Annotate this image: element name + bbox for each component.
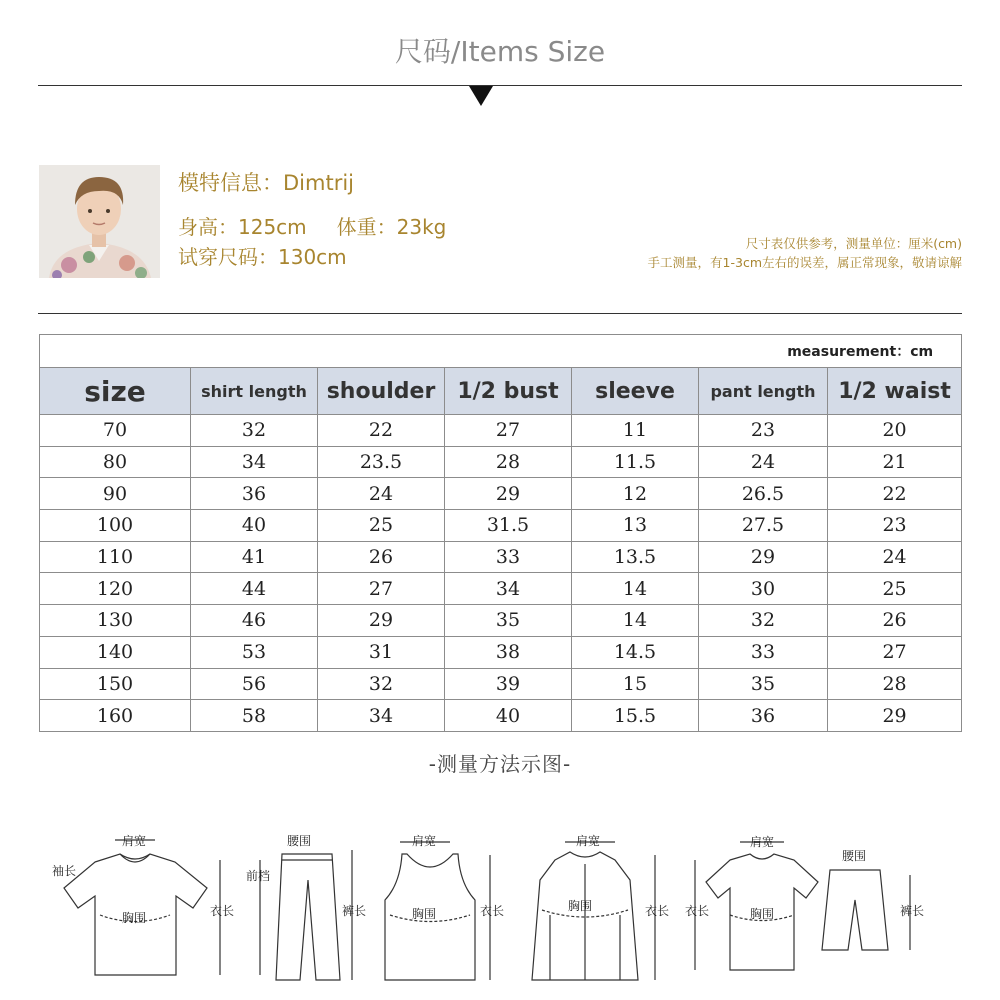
- label-sleeve-length: 袖长: [52, 864, 77, 878]
- model-try-size: 试穿尺码：130cm: [178, 245, 347, 269]
- table-cell: 21: [828, 446, 962, 478]
- table-row: [40, 605, 962, 637]
- table-cell: 12: [572, 478, 699, 510]
- table-cell: 110: [40, 541, 191, 573]
- header-half-bust: 1/2 bust: [445, 368, 572, 415]
- table-cell: 35: [699, 668, 828, 700]
- table-row: [40, 510, 962, 542]
- table-cell: 14: [572, 573, 699, 605]
- table-cell: 56: [191, 668, 318, 700]
- table-cell: 36: [191, 478, 318, 510]
- table-cell: 23: [828, 510, 962, 542]
- table-cell: 80: [40, 446, 191, 478]
- table-cell: 29: [445, 478, 572, 510]
- table-cell: 44: [191, 573, 318, 605]
- header-row: [40, 368, 962, 415]
- header-pant-length: pant length: [699, 368, 828, 415]
- model-name: 模特信息：Dimtrij: [178, 171, 354, 195]
- table-cell: 11.5: [572, 446, 699, 478]
- label-chest-4: 胸围: [750, 907, 775, 921]
- page-title: 尺码/Items Size: [394, 35, 606, 68]
- label-front-rise: 前档: [246, 869, 271, 883]
- label-chest-2: 胸围: [412, 907, 437, 921]
- label-top-length-4: 衣长: [685, 904, 710, 918]
- header-shoulder: shoulder: [318, 368, 445, 415]
- table-cell: 14: [572, 605, 699, 637]
- table-cell: 31: [318, 636, 445, 668]
- table-cell: 53: [191, 636, 318, 668]
- middle-divider: [38, 313, 962, 314]
- table-cell: 27: [318, 573, 445, 605]
- table-cell: 46: [191, 605, 318, 637]
- label-waist-1: 腰围: [287, 834, 312, 848]
- table-cell: 150: [40, 668, 191, 700]
- table-cell: 24: [828, 541, 962, 573]
- model-weight: 体重：23kg: [336, 215, 447, 239]
- table-cell: 27: [445, 415, 572, 447]
- table-cell: 26: [828, 605, 962, 637]
- table-cell: 34: [445, 573, 572, 605]
- label-waist-2: 腰围: [842, 849, 867, 863]
- table-cell: 26: [318, 541, 445, 573]
- table-cell: 13.5: [572, 541, 699, 573]
- table-cell: 34: [191, 446, 318, 478]
- table-cell: 25: [318, 510, 445, 542]
- table-cell: 38: [445, 636, 572, 668]
- table-cell: 20: [828, 415, 962, 447]
- table-cell: 24: [318, 478, 445, 510]
- table-cell: 22: [318, 415, 445, 447]
- table-cell: 41: [191, 541, 318, 573]
- header-half-waist: 1/2 waist: [828, 368, 962, 415]
- label-chest-3: 胸围: [568, 899, 593, 913]
- table-cell: 36: [699, 700, 828, 732]
- size-rows: [40, 415, 962, 732]
- table-cell: 14.5: [572, 636, 699, 668]
- table-cell: 27: [828, 636, 962, 668]
- table-cell: 23: [699, 415, 828, 447]
- measurement-note: [648, 234, 962, 272]
- measurement-diagram: [50, 820, 970, 995]
- size-table: [39, 334, 962, 732]
- top-divider: [38, 85, 962, 86]
- table-cell: 24: [699, 446, 828, 478]
- label-shoulder-width-2: 肩宽: [412, 834, 437, 848]
- table-row: [40, 541, 962, 573]
- table-cell: 90: [40, 478, 191, 510]
- table-cell: 28: [445, 446, 572, 478]
- table-cell: 33: [699, 636, 828, 668]
- label-top-length-3: 衣长: [645, 904, 670, 918]
- label-pant-length-2: 裤长: [900, 904, 925, 918]
- table-cell: 32: [699, 605, 828, 637]
- table-cell: 32: [318, 668, 445, 700]
- pants-outline: [276, 854, 340, 980]
- table-cell: 40: [191, 510, 318, 542]
- model-photo: [39, 165, 160, 278]
- table-cell: 70: [40, 415, 191, 447]
- table-cell: 35: [445, 605, 572, 637]
- table-cell: 40: [445, 700, 572, 732]
- label-shoulder-width-1: 肩宽: [122, 834, 147, 848]
- table-cell: 11: [572, 415, 699, 447]
- unit-label: measurement：cm: [40, 335, 962, 368]
- table-row: [40, 446, 962, 478]
- table-cell: 130: [40, 605, 191, 637]
- table-cell: 29: [699, 541, 828, 573]
- table-row: [40, 415, 962, 447]
- table-cell: 30: [699, 573, 828, 605]
- table-cell: 29: [318, 605, 445, 637]
- shorts-outline: [822, 870, 888, 950]
- table-cell: 27.5: [699, 510, 828, 542]
- table-cell: 58: [191, 700, 318, 732]
- model-info: [178, 168, 446, 272]
- table-cell: 15.5: [572, 700, 699, 732]
- table-row: [40, 478, 962, 510]
- table-cell: 15: [572, 668, 699, 700]
- table-cell: 120: [40, 573, 191, 605]
- table-cell: 26.5: [699, 478, 828, 510]
- model-height: 身高：125cm: [178, 215, 307, 239]
- table-cell: 34: [318, 700, 445, 732]
- table-cell: 28: [828, 668, 962, 700]
- table-cell: 25: [828, 573, 962, 605]
- table-cell: 100: [40, 510, 191, 542]
- label-top-length-1: 衣长: [210, 904, 235, 918]
- table-cell: 29: [828, 700, 962, 732]
- header-sleeve: sleeve: [572, 368, 699, 415]
- unit-row: [40, 335, 962, 368]
- table-row: [40, 668, 962, 700]
- model-measurements: [178, 212, 446, 242]
- table-cell: 140: [40, 636, 191, 668]
- label-top-length-2: 衣长: [480, 904, 505, 918]
- table-cell: 33: [445, 541, 572, 573]
- label-chest-1: 胸围: [122, 911, 147, 925]
- label-pant-length-1: 裤长: [342, 904, 367, 918]
- label-shoulder-width-3: 肩宽: [576, 834, 601, 848]
- down-arrow-icon: [469, 86, 493, 106]
- note-line-1: 尺寸表仅供参考，测量单位：厘米(cm): [745, 236, 962, 251]
- table-cell: 23.5: [318, 446, 445, 478]
- table-row: [40, 700, 962, 732]
- note-line-2: 手工测量，有1-3cm左右的误差，属正常现象，敬请谅解: [647, 255, 962, 270]
- table-cell: 39: [445, 668, 572, 700]
- table-cell: 32: [191, 415, 318, 447]
- label-shoulder-width-4: 肩宽: [750, 835, 775, 849]
- header-shirt-length: shirt length: [191, 368, 318, 415]
- table-cell: 22: [828, 478, 962, 510]
- table-row: [40, 636, 962, 668]
- table-cell: 31.5: [445, 510, 572, 542]
- table-row: [40, 573, 962, 605]
- table-cell: 13: [572, 510, 699, 542]
- header-size: size: [40, 368, 191, 415]
- table-cell: 160: [40, 700, 191, 732]
- method-title: -测量方法示图-: [428, 752, 572, 776]
